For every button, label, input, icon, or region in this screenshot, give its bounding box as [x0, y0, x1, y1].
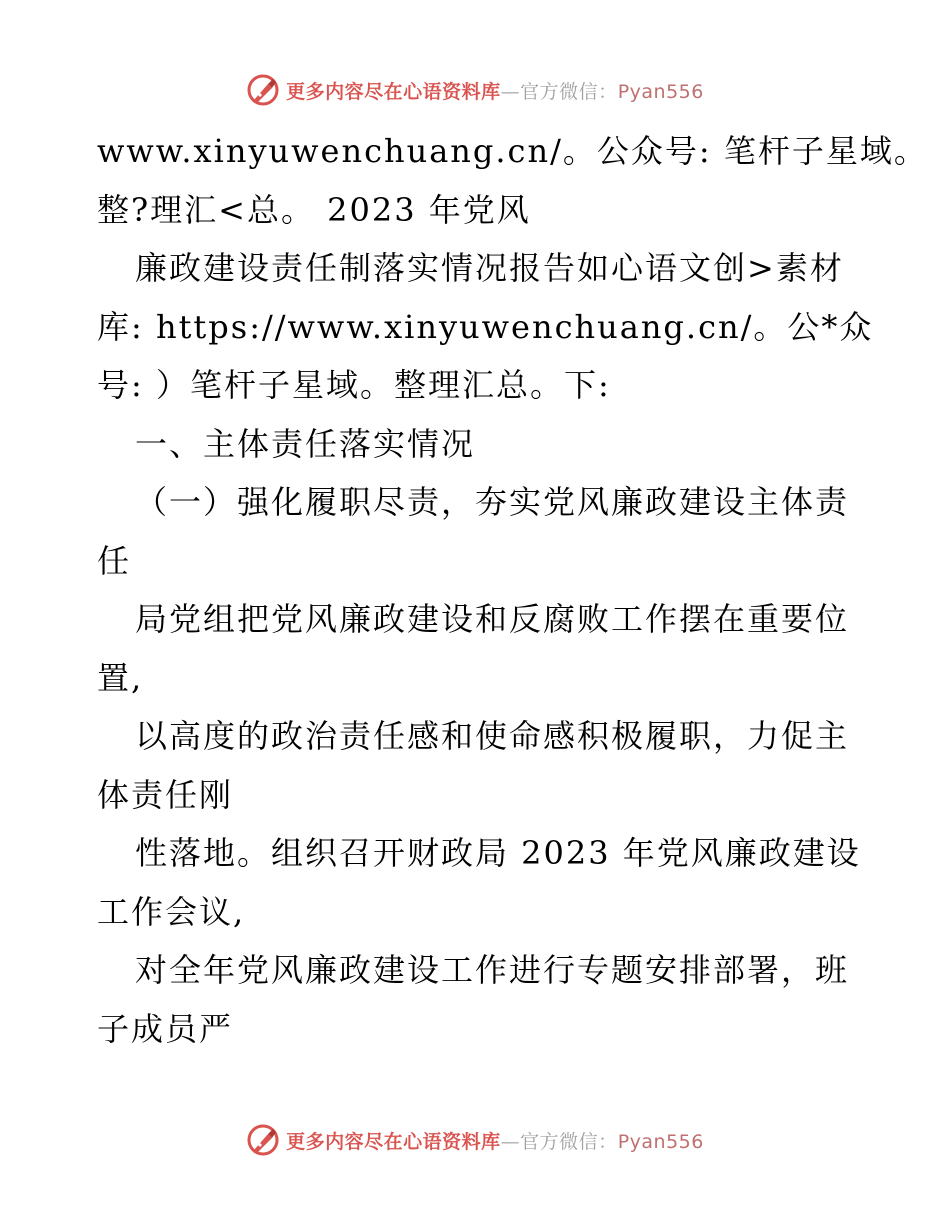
watermark-main-text: 更多内容尽在心语资料库 [286, 80, 501, 103]
body-line: 体责任刚 [97, 775, 234, 814]
pen-nib-circle-icon [246, 73, 280, 107]
footer-watermark [0, 1120, 950, 1160]
document-body [97, 122, 928, 1058]
pen-nib-circle-icon [246, 1123, 280, 1157]
watermark-dash: — [500, 80, 521, 103]
body-line: 工作会议, [97, 892, 246, 931]
subsection-heading: （一）强化履职尽责，夯实党风廉政建设主体责 [135, 483, 850, 521]
body-line: 置, [97, 658, 144, 697]
watermark-wechat-id: Pyan556 [617, 80, 704, 103]
body-line: 整?理汇<总。 2023 年党风 [97, 190, 531, 229]
body-line: 号: ）笔杆子星域。整理汇总。下: [97, 366, 611, 404]
body-line: 以高度的政治责任感和使命感积极履职，力促主 [135, 717, 850, 755]
subsection-heading-cont: 任 [97, 541, 132, 580]
body-line: www.xinyuwenchuang.cn/。公众号: 笔杆子星域。 [97, 132, 928, 170]
body-line: 对全年党风廉政建设工作进行专题安排部署，班 [135, 951, 850, 989]
body-line: 廉政建设责任制落实情况报告如心语文创>素材 [135, 249, 844, 287]
body-line: 库: https://www.xinyuwenchuang.cn/。公*众 [97, 307, 874, 346]
watermark-label: 官方微信： [520, 1130, 618, 1153]
body-line: 性落地。组织召开财政局 2023 年党风廉政建设 [135, 834, 861, 872]
body-line: 局党组把党风廉政建设和反腐败工作摆在重要位 [135, 600, 850, 638]
watermark-dash: — [500, 1130, 521, 1153]
watermark-text [286, 77, 704, 104]
watermark-wechat-id: Pyan556 [617, 1130, 704, 1153]
watermark-label: 官方微信： [520, 80, 618, 103]
header-watermark [0, 70, 950, 110]
watermark-main-text: 更多内容尽在心语资料库 [286, 1130, 501, 1153]
watermark-text [286, 1127, 704, 1154]
section-heading: 一、主体责任落实情况 [135, 424, 476, 463]
body-line: 子成员严 [97, 1009, 234, 1048]
